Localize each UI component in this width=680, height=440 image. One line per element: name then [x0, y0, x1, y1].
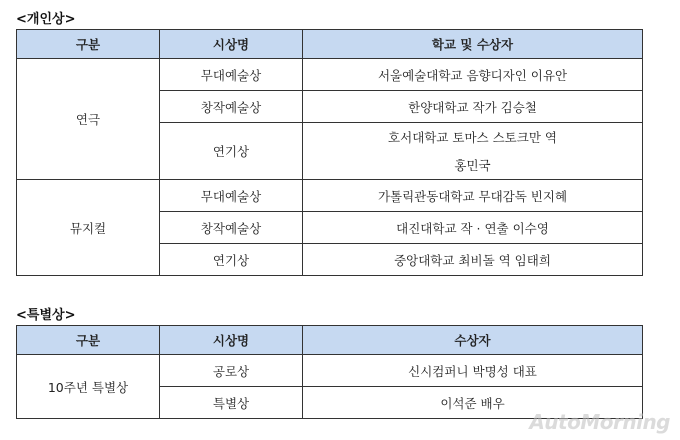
award-name-cell: 특별상 — [160, 387, 303, 419]
category-cell: 연극 — [17, 59, 160, 180]
category-cell: 뮤지컬 — [17, 180, 160, 276]
header-winner: 수상자 — [303, 326, 643, 355]
winner-cell: 서울예술대학교 음향디자인 이유안 — [303, 59, 643, 91]
winner-cell: 이석준 배우 — [303, 387, 643, 419]
winner-cell: 대진대학교 작 · 연출 이수영 — [303, 212, 643, 244]
special-awards-table — [16, 325, 643, 419]
winner-cell: 가톨릭관동대학교 무대감독 빈지혜 — [303, 180, 643, 212]
winner-cell: 한양대학교 작가 김승철 — [303, 91, 643, 123]
table-header-row — [17, 326, 643, 355]
header-school-winner: 학교 및 수상자 — [303, 30, 643, 59]
special-section-title: <특별상> — [16, 308, 76, 323]
individual-awards-table — [16, 29, 643, 276]
award-name-cell: 연기상 — [160, 244, 303, 276]
table-row — [17, 180, 643, 212]
table-row — [17, 59, 643, 91]
category-cell: 10주년 특별상 — [17, 355, 160, 419]
winner-cell-line-2: 홍민국 — [303, 151, 643, 180]
winner-cell: 중앙대학교 최비돌 역 임태희 — [303, 244, 643, 276]
header-category: 구분 — [17, 326, 160, 355]
award-name-cell: 공로상 — [160, 355, 303, 387]
award-name-cell: 창작예술상 — [160, 91, 303, 123]
award-name-cell: 무대예술상 — [160, 59, 303, 91]
winner-cell-line-1: 호서대학교 토마스 스토크만 역 — [303, 123, 643, 152]
individual-section-title: <개인상> — [16, 12, 76, 27]
watermark-logo: AutoMorning — [529, 410, 670, 434]
award-name-cell: 창작예술상 — [160, 212, 303, 244]
award-name-cell: 무대예술상 — [160, 180, 303, 212]
header-award-name: 시상명 — [160, 30, 303, 59]
table-row — [17, 355, 643, 387]
award-name-cell: 연기상 — [160, 123, 303, 180]
winner-cell: 신시컴퍼니 박명성 대표 — [303, 355, 643, 387]
header-award-name: 시상명 — [160, 326, 303, 355]
header-category: 구분 — [17, 30, 160, 59]
table-header-row — [17, 30, 643, 59]
